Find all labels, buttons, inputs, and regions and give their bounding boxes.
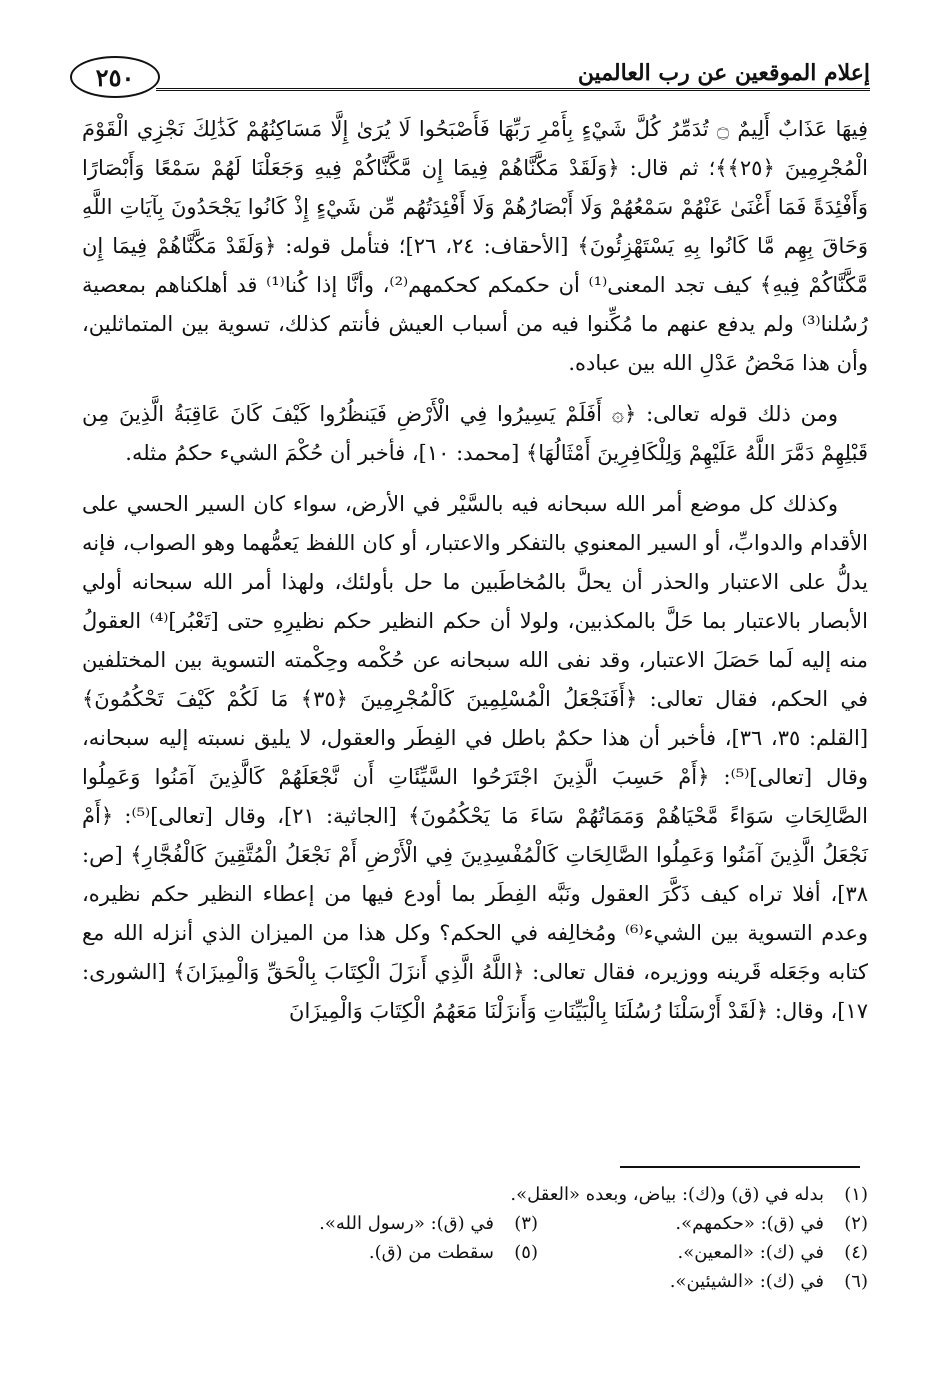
footnote-number: (٢) — [844, 1213, 868, 1234]
footnote-text: بدله في (ق) و(ك): بياض، وبعده «العقل». — [510, 1184, 824, 1205]
footnote-2 — [538, 1209, 868, 1238]
footnote-text: في (ك): «المعين». — [677, 1242, 824, 1263]
paragraph-1: فِيهَا عَذَابٌ أَلِيمٌ ۝ تُدَمِّرُ كُلَّ شَيْءٍ بِأَمْرِ رَبِّهَا فَأَصْبَحُوا لَا يُرَىٰ إِلَّا مَسَاكِنُهُمْ كَذَٰلِكَ نَجْزِي الْقَوْمَ الْمُجْرِمِينَ ﴿٢٥﴾﴾؛ ثم قال: ﴿وَلَقَدْ مَكَّنَّاهُمْ فِيمَا إِن مَّكَّنَّاكُمْ فِيهِ وَجَعَلْنَا لَهُمْ سَمْعًا وَأَبْصَارًا وَأَفْئِدَةً فَمَا أَغْنَىٰ عَنْهُمْ سَمْعُهُمْ وَلَا أَبْصَارُهُمْ وَلَا أَفْئِدَتُهُم مِّن شَيْءٍ إِذْ كَانُوا يَجْحَدُونَ بِآيَاتِ اللَّهِ وَحَاقَ بِهِم مَّا كَانُوا بِهِ يَسْتَهْزِئُونَ﴾ [الأحقاف: ٢٤، ٢٦]؛ فتأمل قوله: ﴿وَلَقَدْ مَكَّنَّاهُمْ فِيمَا إِن مَّكَّنَّاكُمْ فِيهِ﴾ كيف تجد المعنى⁽¹⁾ أن حكمكم كحكمهم⁽²⁾، وأنَّا إذا كُنا⁽¹⁾ قد أهلكناهم بمعصية رُسُلنا⁽³⁾ ولم يدفع عنهم ما مُكِّنوا فيه من أسباب العيش فأنتم كذلك، تسوية بين المتماثلين، وأن هذا مَحْضُ عَدْلِ الله بين عباده. — [82, 117, 869, 375]
running-title: إعلام الموقعين عن رب العالمين — [577, 60, 870, 86]
footnote-number: (٤) — [844, 1242, 868, 1263]
paragraph-3: وكذلك كل موضع أمر الله سبحانه فيه بالسَّيْر في الأرض، سواء كان السير الحسي على الأقدام والدوابِّ، أو السير المعنوي بالتفكر والاعتبار، أو كان اللفظ يَعمُّهما وهو الصواب، فإنه يدلُّ على الاعتبار والحذر أن يحلَّ بالمُخاطَبين ما حل بأولئك، ولهذا أمر الله سبحانه أولي الأبصار بالاعتبار بما حَلَّ بالمكذبين، ولولا أن حكم النظير حكم نظيرِهِ حتى [تَعْبُر]⁽⁴⁾ العقولُ منه إليه لَما حَصَلَ الاعتبار، وقد نفى الله سبحانه عن حُكْمه وحِكْمته التسوية بين المختلفين في الحكم، فقال تعالى: ﴿أَفَنَجْعَلُ الْمُسْلِمِينَ كَالْمُجْرِمِينَ ﴿٣٥﴾ مَا لَكُمْ كَيْفَ تَحْكُمُونَ﴾ [القلم: ٣٥، ٣٦]، فأخبر أن هذا حكمٌ باطل في الفِطَر والعقول، لا يليق نسبته إليه سبحانه، وقال [تعالى]⁽⁵⁾: ﴿أَمْ حَسِبَ الَّذِينَ اجْتَرَحُوا السَّيِّئَاتِ أَن نَّجْعَلَهُمْ كَالَّذِينَ آمَنُوا وَعَمِلُوا الصَّالِحَاتِ سَوَاءً مَّحْيَاهُمْ وَمَمَاتُهُمْ سَاءَ مَا يَحْكُمُونَ﴾ [الجاثية: ٢١]، وقال [تعالى]⁽⁵⁾: ﴿أَمْ نَجْعَلُ الَّذِينَ آمَنُوا وَعَمِلُوا الصَّالِحَاتِ كَالْمُفْسِدِينَ فِي الْأَرْضِ أَمْ نَجْعَلُ الْمُتَّقِينَ كَالْفُجَّارِ﴾ [ص: ٣٨]، أفلا تراه كيف ذَكَّرَ العقول ونَبَّه الفِطَر بما أودع فيها من إعطاء النظير حكم نظيره، وعدم التسوية بين الشيء⁽⁶⁾ ومُخالِفه في الحكم؟ وكل هذا من الميزان الذي أنزله الله مع كتابه وجَعَله قَرينه ووزيره، فقال تعالى: ﴿اللَّهُ الَّذِي أَنزَلَ الْكِتَابَ بِالْحَقِّ وَالْمِيزَانَ﴾ [الشورى: ١٧]، وقال: ﴿لَقَدْ أَرْسَلْنَا رُسُلَنَا بِالْبَيِّنَاتِ وَأَنزَلْنَا مَعَهُمُ الْكِتَابَ وَالْمِيزَانَ — [82, 492, 869, 1023]
footnote-text: في (ق): «رسول الله». — [319, 1213, 494, 1234]
footnote-row — [82, 1180, 868, 1209]
footnote-text: في (ق): «حكمهم». — [675, 1213, 824, 1234]
footnote-text: سقطت من (ق). — [368, 1242, 494, 1263]
page-header — [70, 52, 870, 102]
footnote-number: (٣) — [514, 1213, 538, 1234]
footnote-row — [82, 1267, 868, 1296]
footnote-number: (٥) — [514, 1242, 538, 1263]
header-rule — [156, 88, 870, 91]
footnotes — [82, 1180, 868, 1296]
footnote-number: (٦) — [844, 1271, 868, 1292]
main-text — [82, 110, 868, 1031]
footnote-1 — [82, 1180, 868, 1209]
footnote-row — [82, 1238, 868, 1267]
footnote-4 — [538, 1238, 868, 1267]
footnote-3 — [208, 1209, 538, 1238]
footnote-6 — [538, 1267, 868, 1296]
footnote-text: في (ك): «الشيئين». — [669, 1271, 824, 1292]
footnote-number: (١) — [844, 1184, 868, 1205]
footnote-divider — [620, 1166, 860, 1168]
footnote-5 — [208, 1238, 538, 1267]
page-number: ٢٥٠ — [70, 56, 160, 98]
footnote-row — [82, 1209, 868, 1238]
paragraph-2: ومن ذلك قوله تعالى: ﴿۞ أَفَلَمْ يَسِيرُوا فِي الْأَرْضِ فَيَنظُرُوا كَيْفَ كَانَ عَاقِبَةُ الَّذِينَ مِن قَبْلِهِمْ دَمَّرَ اللَّهُ عَلَيْهِمْ وَلِلْكَافِرِينَ أَمْثَالُهَا﴾ [محمد: ١٠]، فأخبر أن حُكْمَ الشيء حكمُ مثله. — [82, 402, 868, 465]
